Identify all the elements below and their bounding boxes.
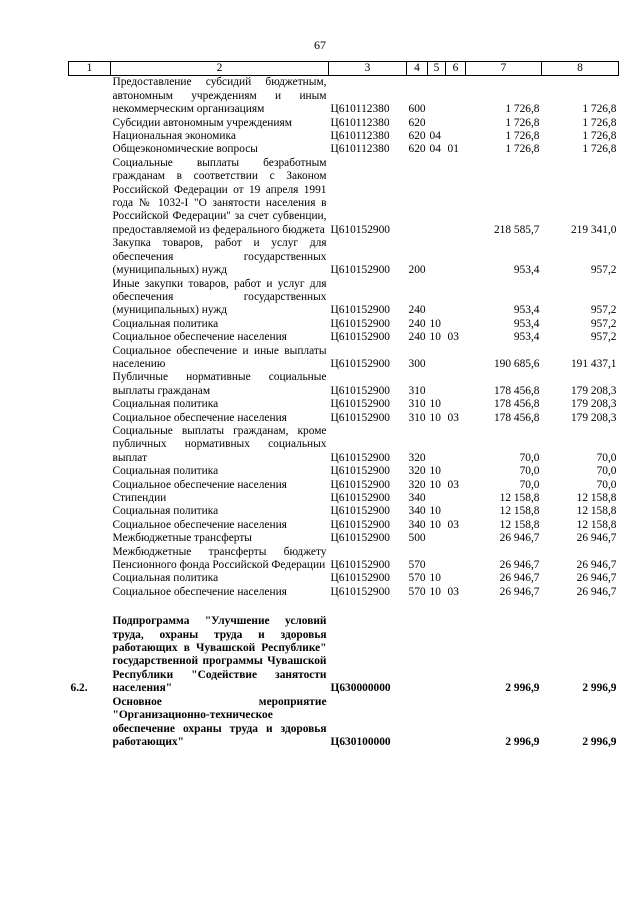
row-number xyxy=(69,237,111,277)
row-subsection xyxy=(446,398,466,411)
row-number xyxy=(69,117,111,130)
row-section: 10 xyxy=(429,398,441,411)
row-section: 10 xyxy=(429,411,441,424)
row-name: Социальные выплаты гражданам, кроме публичных нормативных социальных выплат xyxy=(112,424,327,464)
row-target-code: Ц610112380 xyxy=(330,130,390,143)
table-row xyxy=(69,117,619,130)
page-number: 67 xyxy=(314,38,326,52)
row-name: Социальная политика xyxy=(112,317,219,330)
table-row xyxy=(69,398,619,411)
row-expense-type: 620 xyxy=(408,116,426,129)
row-section xyxy=(428,546,446,573)
row-amount-year-2: 2 996,9 xyxy=(582,682,617,695)
row-amount-year-2: 26 946,7 xyxy=(576,532,617,545)
row-name: Закупка товаров, работ и услуг для обеспечения государственных (муниципальных) нужд xyxy=(112,237,327,277)
row-amount-year-1: 70,0 xyxy=(519,451,540,464)
row-subsection: 03 xyxy=(447,585,459,598)
row-amount-year-1: 12 158,8 xyxy=(499,505,540,518)
row-target-code: Ц610152900 xyxy=(330,451,390,464)
row-section: 10 xyxy=(429,505,441,518)
row-subsection xyxy=(446,492,466,505)
row-amount-year-1: 26 946,7 xyxy=(499,572,540,585)
row-number xyxy=(69,371,111,398)
row-expense-type: 310 xyxy=(408,411,426,424)
row-amount-year-2: 179 208,3 xyxy=(570,398,617,411)
row-expense-type: 320 xyxy=(408,451,426,464)
row-number xyxy=(69,546,111,573)
row-amount-year-2: 26 946,7 xyxy=(576,559,617,572)
row-section: 10 xyxy=(429,331,441,344)
row-section xyxy=(428,425,446,465)
row-expense-type: 240 xyxy=(408,304,426,317)
row-number xyxy=(69,532,111,545)
row-target-code: Ц610152900 xyxy=(330,492,390,504)
row-number xyxy=(69,412,111,425)
row-amount-year-2: 26 946,7 xyxy=(576,585,617,598)
row-target-code: Ц610152900 xyxy=(330,585,390,598)
row-amount-year-2: 957,2 xyxy=(590,304,617,317)
row-expense-type: 340 xyxy=(408,505,426,518)
row-section: 10 xyxy=(429,572,441,585)
row-amount-year-1: 953,4 xyxy=(513,264,540,277)
row-expense-type: 310 xyxy=(408,398,426,411)
row-expense-type: 340 xyxy=(408,492,426,504)
row-expense-type: 570 xyxy=(408,572,426,585)
row-expense-type: 200 xyxy=(408,264,426,277)
row-section xyxy=(428,696,446,750)
row-name: Межбюджетные трансферты бюджету Пенсионного фонда Российской Федерации xyxy=(112,545,327,572)
row-subsection xyxy=(446,130,466,143)
row-subsection: 03 xyxy=(447,411,459,424)
table-row xyxy=(69,586,619,599)
budget-table xyxy=(68,61,619,749)
row-section xyxy=(428,157,446,237)
row-amount-year-2: 12 158,8 xyxy=(576,492,617,504)
row-subsection xyxy=(446,505,466,518)
row-subsection xyxy=(446,117,466,130)
row-number xyxy=(69,465,111,478)
row-name: Социальное обеспечение населения xyxy=(112,478,287,491)
table-row xyxy=(69,76,619,117)
row-section xyxy=(428,237,446,277)
row-target-code: Ц610152900 xyxy=(330,264,390,277)
row-target-code: Ц610152900 xyxy=(330,317,390,330)
row-name: Подпрограмма "Улучшение условий труда, охраны труда и здоровья работающих в Чувашской Республике" государственной программы Чувашской Республики "Содействие занятости населения" xyxy=(112,615,327,695)
row-subsection xyxy=(446,546,466,573)
table-row xyxy=(69,157,619,237)
row-section: 10 xyxy=(429,518,441,531)
row-section: 10 xyxy=(429,478,441,491)
row-amount-year-2: 179 208,3 xyxy=(570,384,617,397)
row-name: Социальная политика xyxy=(112,505,219,518)
row-amount-year-1: 1 726,8 xyxy=(505,116,540,129)
row-expense-type: 240 xyxy=(408,331,426,344)
row-number xyxy=(69,318,111,331)
row-target-code: Ц610152900 xyxy=(330,357,390,370)
row-amount-year-2: 957,2 xyxy=(590,264,617,277)
header-col-4: 4 xyxy=(407,62,428,76)
header-row xyxy=(69,62,619,76)
row-target-code: Ц610152900 xyxy=(330,478,390,491)
row-target-code: Ц630100000 xyxy=(330,735,391,748)
row-section xyxy=(428,492,446,505)
row-subsection: 01 xyxy=(447,143,459,156)
row-amount-year-1: 953,4 xyxy=(513,331,540,344)
row-section xyxy=(428,278,446,318)
row-subsection xyxy=(446,278,466,318)
row-name: Социальное обеспечение населения xyxy=(112,585,287,598)
row-section xyxy=(428,532,446,545)
row-expense-type: 570 xyxy=(408,559,426,572)
header-col-2: 2 xyxy=(111,62,329,76)
row-target-code: Ц610152900 xyxy=(330,572,390,585)
row-number xyxy=(69,157,111,237)
table-row xyxy=(69,465,619,478)
row-subsection xyxy=(446,76,466,117)
row-subsection xyxy=(446,157,466,237)
row-subsection xyxy=(446,572,466,585)
row-amount-year-1: 178 456,8 xyxy=(493,384,540,397)
row-amount-year-1: 26 946,7 xyxy=(499,559,540,572)
row-name: Публичные нормативные социальные выплаты гражданам xyxy=(112,371,327,397)
row-subsection xyxy=(446,371,466,398)
table-row xyxy=(69,532,619,545)
row-target-code: Ц610152900 xyxy=(330,411,390,424)
table-header xyxy=(69,62,619,76)
row-name: Социальное обеспечение населения xyxy=(112,518,287,531)
row-subsection xyxy=(446,599,466,695)
row-section xyxy=(428,117,446,130)
row-section: 04 xyxy=(429,143,441,156)
row-expense-type: 620 xyxy=(408,143,426,156)
table-row xyxy=(69,143,619,156)
row-name: Стипендии xyxy=(112,492,167,504)
row-target-code: Ц610152900 xyxy=(330,505,390,518)
row-amount-year-2: 70,0 xyxy=(596,465,617,478)
table-row xyxy=(69,412,619,425)
row-expense-type: 320 xyxy=(408,478,426,491)
row-section: 10 xyxy=(429,585,441,598)
row-section: 10 xyxy=(429,317,441,330)
table-row xyxy=(69,130,619,143)
row-expense-type xyxy=(407,599,428,695)
row-number xyxy=(69,425,111,465)
row-number xyxy=(69,345,111,372)
row-name: Основное мероприятие "Организационно-техническое обеспечение охраны труда и здоровья работающих" xyxy=(112,695,327,748)
row-amount-year-2: 70,0 xyxy=(596,451,617,464)
row-amount-year-2: 957,2 xyxy=(590,331,617,344)
header-col-7: 7 xyxy=(466,62,542,76)
row-target-code: Ц610112380 xyxy=(330,103,390,116)
row-name: Субсидии автономным учреждениям xyxy=(112,116,292,129)
row-number xyxy=(69,143,111,156)
row-number xyxy=(69,505,111,518)
row-name: Социальная политика xyxy=(112,398,219,411)
row-amount-year-2: 12 158,8 xyxy=(576,518,617,531)
row-amount-year-1: 12 158,8 xyxy=(499,518,540,531)
header-col-6: 6 xyxy=(446,62,466,76)
row-amount-year-1: 1 726,8 xyxy=(505,143,540,156)
row-number xyxy=(69,130,111,143)
row-number xyxy=(69,572,111,585)
row-section: 04 xyxy=(429,130,441,143)
row-name: Предоставление субсидий бюджетным, автономным учреждениям и иным некоммерческим организациям xyxy=(112,76,327,116)
row-target-code: Ц610152900 xyxy=(330,384,390,397)
table-row xyxy=(69,278,619,318)
row-number xyxy=(69,586,111,599)
row-target-code: Ц610152900 xyxy=(330,398,390,411)
row-target-code: Ц610152900 xyxy=(330,304,390,317)
row-name: Социальное обеспечение населения xyxy=(112,411,287,424)
row-name: Социальное обеспечение и иные выплаты населению xyxy=(112,344,327,370)
table-row xyxy=(69,318,619,331)
row-amount-year-1: 1 726,8 xyxy=(505,130,540,143)
row-amount-year-1: 1 726,8 xyxy=(505,103,540,116)
row-amount-year-2: 26 946,7 xyxy=(576,572,617,585)
row-amount-year-2: 179 208,3 xyxy=(570,411,617,424)
row-target-code: Ц610152900 xyxy=(330,223,390,236)
row-amount-year-1: 70,0 xyxy=(519,478,540,491)
table-row xyxy=(69,331,619,344)
row-amount-year-2: 1 726,8 xyxy=(582,116,617,129)
row-subsection xyxy=(446,237,466,277)
row-expense-type: 310 xyxy=(408,384,426,397)
row-amount-year-1: 26 946,7 xyxy=(499,532,540,545)
row-expense-type xyxy=(407,696,428,750)
row-section xyxy=(428,371,446,398)
row-expense-type xyxy=(407,157,428,237)
row-subsection xyxy=(446,532,466,545)
table-row xyxy=(69,237,619,277)
row-name: Иные закупки товаров, работ и услуг для обеспечения государственных (муниципальных) нужд xyxy=(112,277,327,317)
row-expense-type: 570 xyxy=(408,585,426,598)
row-target-code: Ц610152900 xyxy=(330,559,390,572)
row-number xyxy=(69,278,111,318)
row-subsection xyxy=(446,696,466,750)
row-name: Национальная экономика xyxy=(112,130,236,143)
row-target-code: Ц610152900 xyxy=(330,532,390,545)
table-row xyxy=(69,546,619,573)
row-subsection xyxy=(446,465,466,478)
table-row xyxy=(69,696,619,750)
row-amount-year-1: 2 996,9 xyxy=(505,682,540,695)
table-row xyxy=(69,345,619,372)
row-name: Социальная политика xyxy=(112,465,219,478)
row-amount-year-2: 1 726,8 xyxy=(582,143,617,156)
row-expense-type: 620 xyxy=(408,130,426,143)
row-amount-year-1: 178 456,8 xyxy=(493,398,540,411)
row-name: Социальная политика xyxy=(112,572,219,585)
row-section xyxy=(428,345,446,372)
row-expense-type: 240 xyxy=(408,317,426,330)
row-amount-year-1: 12 158,8 xyxy=(499,492,540,504)
row-target-code: Ц610152900 xyxy=(330,465,390,478)
row-subsection: 03 xyxy=(447,518,459,531)
row-expense-type: 300 xyxy=(408,357,426,370)
row-number xyxy=(69,696,111,750)
row-number xyxy=(69,492,111,505)
header-col-5: 5 xyxy=(428,62,446,76)
row-amount-year-2: 191 437,1 xyxy=(570,357,617,370)
row-amount-year-2: 219 341,0 xyxy=(570,223,617,236)
table-row xyxy=(69,519,619,532)
row-name: Социальное обеспечение населения xyxy=(112,331,287,344)
row-name: Общеэкономические вопросы xyxy=(112,143,258,156)
row-amount-year-2: 1 726,8 xyxy=(582,130,617,143)
row-number: 6.2. xyxy=(70,682,88,695)
row-amount-year-1: 218 585,7 xyxy=(493,223,540,236)
row-amount-year-2: 1 726,8 xyxy=(582,103,617,116)
header-col-8: 8 xyxy=(542,62,619,76)
row-amount-year-2: 12 158,8 xyxy=(576,505,617,518)
row-target-code: Ц610112380 xyxy=(330,143,390,156)
row-target-code: Ц610112380 xyxy=(330,116,390,129)
row-subsection xyxy=(446,318,466,331)
row-amount-year-1: 953,4 xyxy=(513,304,540,317)
row-number xyxy=(69,76,111,117)
row-amount-year-1: 178 456,8 xyxy=(493,411,540,424)
row-number xyxy=(69,519,111,532)
row-section: 10 xyxy=(429,465,441,478)
row-section xyxy=(428,76,446,117)
row-amount-year-1: 190 685,6 xyxy=(493,357,540,370)
row-expense-type: 600 xyxy=(408,103,426,116)
table-row xyxy=(69,479,619,492)
row-target-code: Ц610152900 xyxy=(330,518,390,531)
row-number xyxy=(69,331,111,344)
table-row xyxy=(69,371,619,398)
row-expense-type: 340 xyxy=(408,518,426,531)
table-row xyxy=(69,599,619,695)
row-subsection: 03 xyxy=(447,331,459,344)
row-amount-year-2: 70,0 xyxy=(596,478,617,491)
row-number xyxy=(69,479,111,492)
row-target-code: Ц610152900 xyxy=(330,331,390,344)
row-subsection xyxy=(446,345,466,372)
header-col-3: 3 xyxy=(329,62,407,76)
row-expense-type: 500 xyxy=(408,532,426,545)
row-section xyxy=(428,599,446,695)
row-amount-year-1: 2 996,9 xyxy=(505,735,540,748)
row-amount-year-2: 957,2 xyxy=(590,317,617,330)
row-target-code: Ц630000000 xyxy=(330,682,391,695)
header-col-1: 1 xyxy=(69,62,111,76)
table-body xyxy=(69,76,619,749)
table-row xyxy=(69,492,619,505)
row-subsection xyxy=(446,425,466,465)
row-name: Межбюджетные трансферты xyxy=(112,532,252,545)
table-row xyxy=(69,425,619,465)
table-row xyxy=(69,505,619,518)
row-amount-year-1: 953,4 xyxy=(513,317,540,330)
row-name: Социальные выплаты безработным гражданам в соответствии с Законом Российской Федерации от 19 апреля 1991 года № 1032-I "О занятости населения в Российской Федерации" за счет субвенции, предоставляемой из федерального бюджета xyxy=(112,156,327,236)
row-amount-year-2: 2 996,9 xyxy=(582,735,617,748)
table-row xyxy=(69,572,619,585)
row-expense-type: 320 xyxy=(408,465,426,478)
row-amount-year-1: 26 946,7 xyxy=(499,585,540,598)
row-number xyxy=(69,398,111,411)
row-amount-year-1: 70,0 xyxy=(519,465,540,478)
row-subsection: 03 xyxy=(447,478,459,491)
